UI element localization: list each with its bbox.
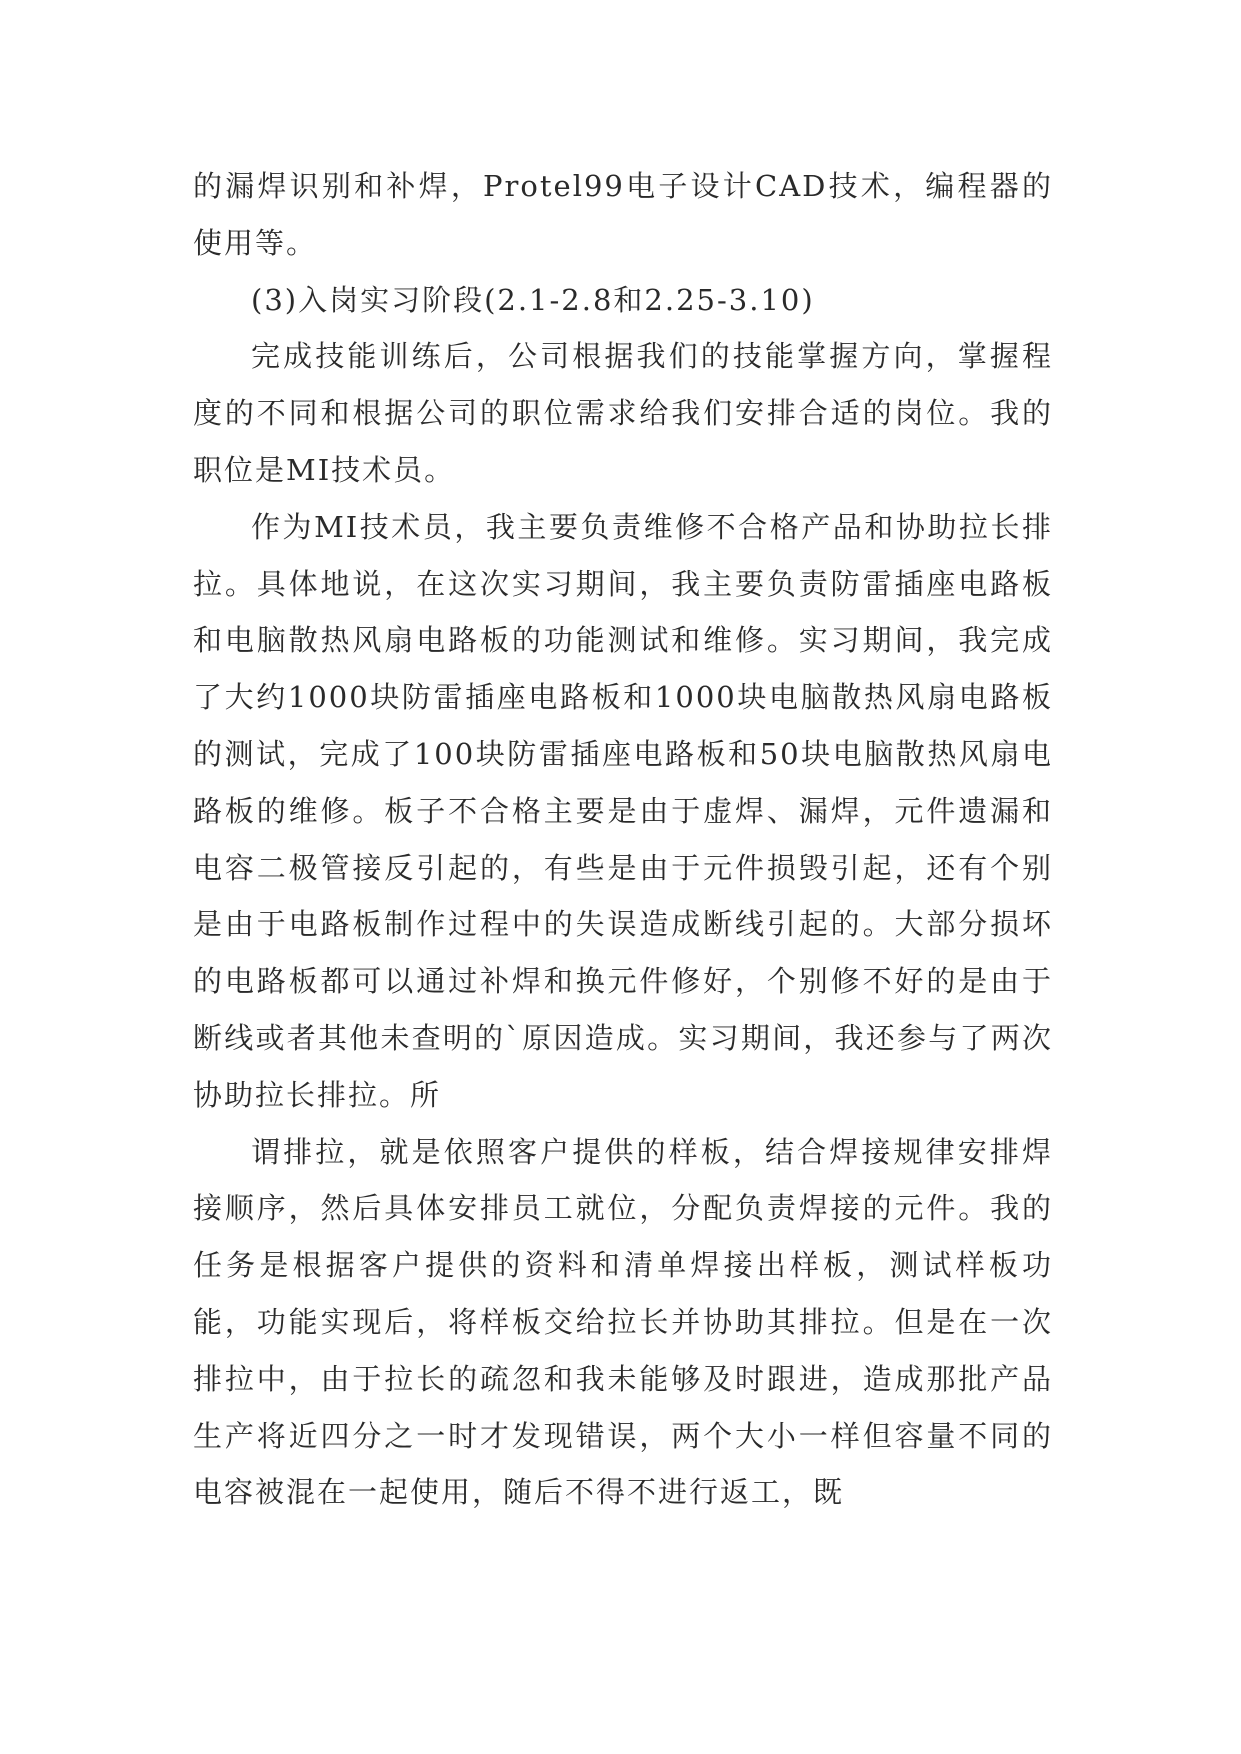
paragraph-3: 完成技能训练后，公司根据我们的技能掌握方向，掌握程度的不同和根据公司的职位需求给我们安排合适的岗位。我的职位是MI技术员。 bbox=[193, 339, 1053, 487]
body-text bbox=[193, 158, 1053, 1521]
paragraph-2: (3)入岗实习阶段(2.1-2.8和2.25-3.10) bbox=[251, 282, 815, 317]
paragraph-1: 的漏焊识别和补焊，Protel99电子设计CAD技术，编程器的使用等。 bbox=[193, 169, 1053, 260]
paragraph-5: 谓排拉，就是依照客户提供的样板，结合焊接规律安排焊接顺序，然后具体安排员工就位，分配负责焊接的元件。我的任务是根据客户提供的资料和清单焊接出样板，测试样板功能，功能实现后，将样板交给拉长并协助其排拉。但是在一次排拉中，由于拉长的疏忽和我未能够及时跟进，造成那批产品生产将近四分之一时才发现错误，两个大小一样但容量不同的电容被混在一起使用，随后不得不进行返工，既 bbox=[193, 1134, 1053, 1510]
paragraph-4: 作为MI技术员，我主要负责维修不合格产品和协助拉长排拉。具体地说，在这次实习期间，我主要负责防雷插座电路板和电脑散热风扇电路板的功能测试和维修。实习期间，我完成了大约1000块防雷插座电路板和1000块电脑散热风扇电路板的测试，完成了100块防雷插座电路板和50块电脑散热风扇电路板的维修。板子不合格主要是由于虚焊、漏焊，元件遗漏和电容二极管接反引起的，有些是由于元件损毁引起，还有个别是由于电路板制作过程中的失误造成断线引起的。大部分损坏的电路板都可以通过补焊和换元件修好，个别修不好的是由于断线或者其他未查明的`原因造成。实习期间，我还参与了两次协助拉长排拉。所 bbox=[193, 509, 1053, 1112]
